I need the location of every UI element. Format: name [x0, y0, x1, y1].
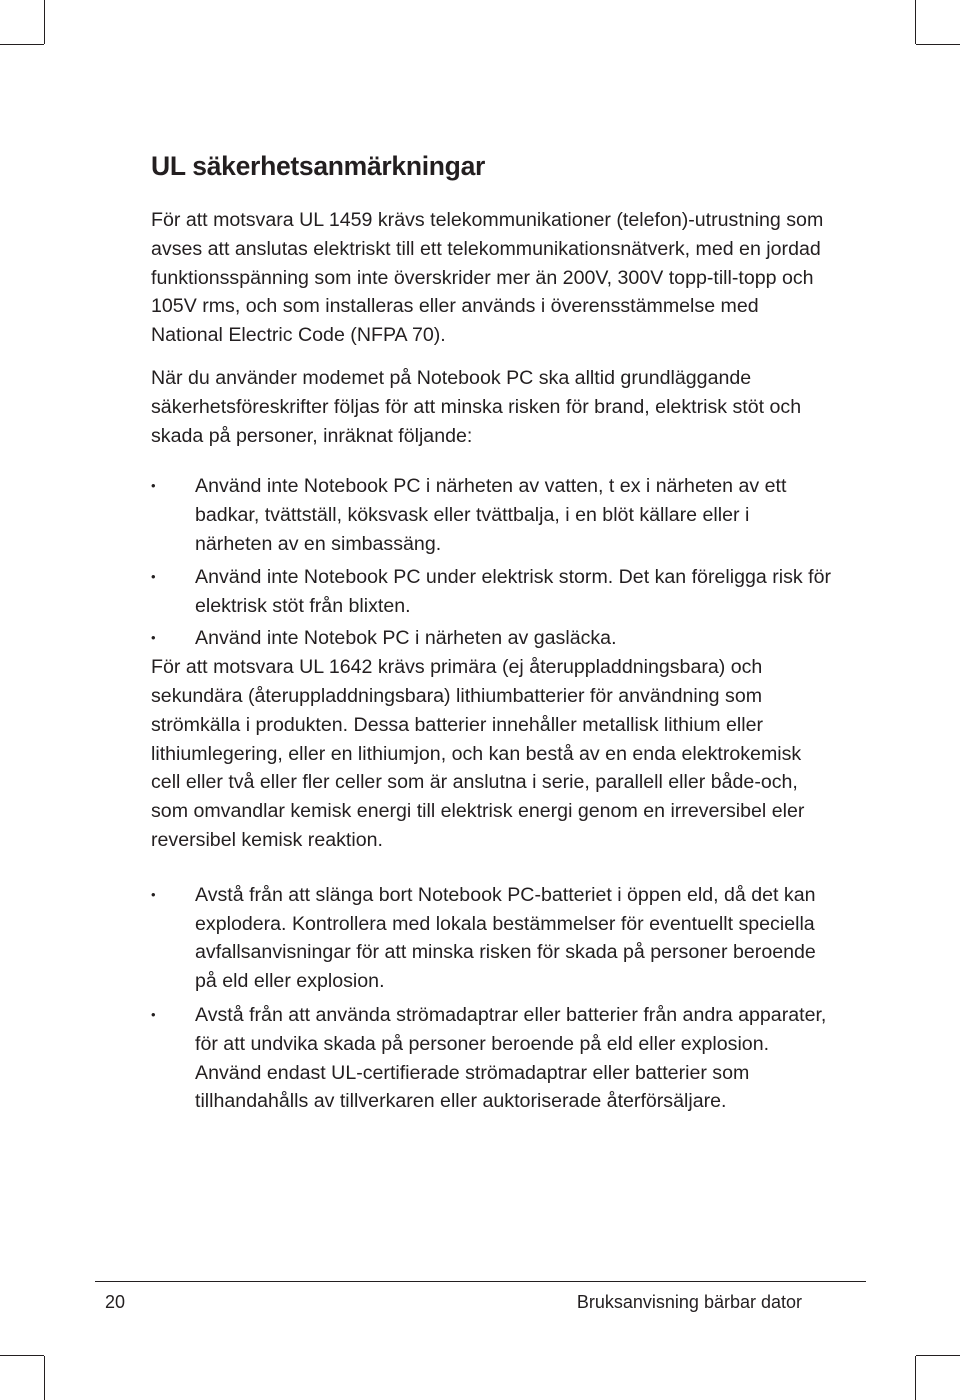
list-item: • Använd inte Notebok PC i närheten av gasläcka. [151, 624, 831, 653]
page-number: 20 [105, 1292, 126, 1312]
list-item: • Avstå från att använda strömadaptrar eller batterier från andra apparater, för att undvika skada på personer beroende på eld eller explosion. Använd endast UL-certiﬁerade strömadaptrar eller batterier som tillhandahålls av tillverkaren eller auktoriserade återförsäljare. [151, 1001, 831, 1116]
footer-title: Bruksanvisning bärbar dator [576, 1292, 802, 1312]
page-title: UL säkerhetsanmärkningar [151, 151, 486, 181]
crop-mark-top-left-h [0, 44, 44, 45]
crop-mark-top-left [44, 0, 45, 44]
crop-mark-bottom-right [915, 1356, 916, 1400]
bullet-icon: • [151, 478, 156, 494]
crop-mark-top-right-h [916, 44, 960, 45]
list-item: • Avstå från att slänga bort Notebook PC-batteriet i öppen eld, då det kan explodera. Kontrollera med lokala bestämmelser för eventuellt speciella avfallsanvisningar för att minska risken för skada på personer beroende på eld eller explosion. [151, 881, 831, 996]
crop-mark-bottom-right-h [916, 1355, 960, 1356]
paragraph-ul1642: För att motsvara UL 1642 krävs primära (ej återuppladdningsbara) och sekundära (återuppladdningsbara) lithiumbatterier för användning som strömkälla i produkten. Dessa batterier innehåller metallisk lithium eller lithiumlegering, eller en lithiumjon, och kan bestå av en enda elektrokemisk cell eller två eller ﬂer celler som är anslutna i serie, parallell eller både-och, som omvandlar kemisk energi till elektrisk energi genom en irreversibel eler reversibel kemisk reaktion. [151, 656, 805, 851]
battery-safety-list [151, 881, 831, 1116]
paragraph-ul1459: För att motsvara UL 1459 krävs telekommunikationer (telefon)-utrustning som avses att anslutas elektriskt till ett telekommunikationsnätverk, med en jordad funktionsspänning som inte överskrider mer än 200V, 300V topp-till-topp och 105V rms, och som installeras eller används i överensstämmelse med National Electric Code (NFPA 70). [151, 209, 824, 347]
bullet-icon: • [151, 886, 156, 902]
crop-mark-bottom-left [44, 1356, 45, 1400]
bullet-icon: • [151, 1006, 156, 1022]
bullet-icon: • [151, 630, 156, 646]
list-item: • Använd inte Notebook PC under elektrisk storm. Det kan föreligga risk för elektrisk stöt från blixten. [151, 563, 831, 621]
crop-mark-bottom-left-h [0, 1355, 44, 1356]
page-content [151, 148, 831, 1121]
paragraph-modem-safety: När du använder modemet på Notebook PC ska alltid grundläggande säkerhetsföreskrifter följas för att minska risken för brand, elektrisk stöt och skada på personer, inräknat följande: [151, 366, 802, 447]
list-item: • Använd inte Notebook PC i närheten av vatten, t ex i närheten av ett badkar, tvättställ, köksvask eller tvättbalja, i en blöt källare eller i närheten av en simbassäng. [151, 472, 831, 558]
crop-mark-top-right [915, 0, 916, 44]
modem-safety-list [151, 472, 831, 653]
bullet-icon: • [151, 568, 156, 584]
footer-divider [95, 1281, 866, 1282]
